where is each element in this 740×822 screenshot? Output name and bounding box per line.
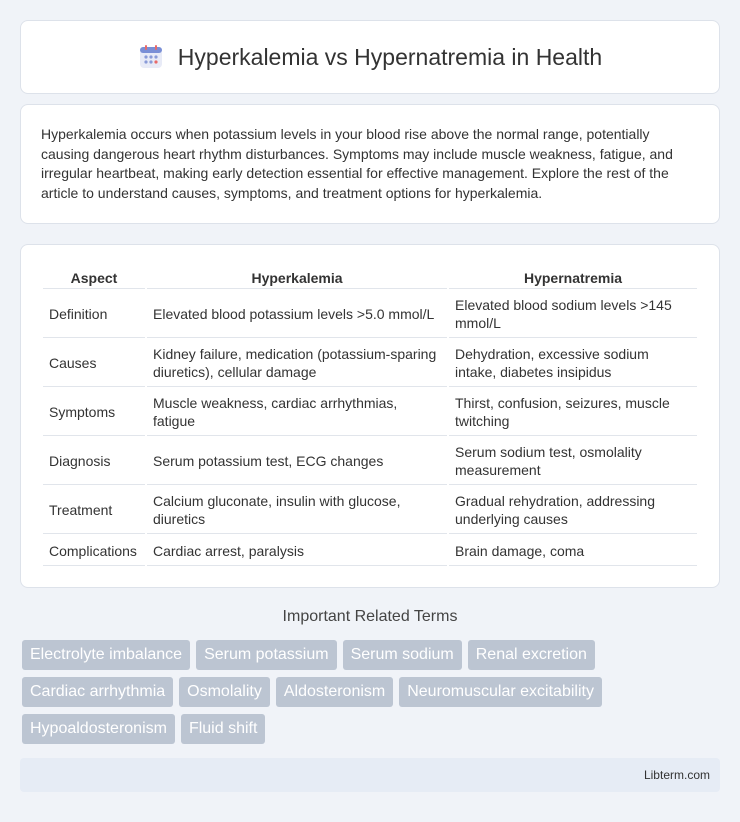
row-aspect-cell: Causes xyxy=(43,340,145,387)
hypernatremia-cell: Brain damage, coma xyxy=(449,536,697,566)
hypernatremia-cell: Dehydration, excessive sodium intake, diabetes insipidus xyxy=(449,340,697,387)
hypernatremia-cell: Gradual rehydration, addressing underlying causes xyxy=(449,487,697,534)
header-card xyxy=(20,20,720,94)
footer xyxy=(20,758,720,792)
related-terms-title: Important Related Terms xyxy=(282,608,458,625)
hypernatremia-cell: Serum sodium test, osmolality measurement xyxy=(449,438,697,485)
title-wrap xyxy=(138,44,602,71)
tag-hypoaldosteronism[interactable]: Hypoaldosteronism xyxy=(22,714,175,744)
table-row xyxy=(43,438,697,485)
hyperkalemia-cell: Serum potassium test, ECG changes xyxy=(147,438,447,485)
tag-osmolality[interactable]: Osmolality xyxy=(179,677,270,707)
column-header-aspect: Aspect xyxy=(43,265,145,289)
table-row xyxy=(43,340,697,387)
table-row xyxy=(43,291,697,338)
row-aspect-cell: Diagnosis xyxy=(43,438,145,485)
tag-aldosteronism[interactable]: Aldosteronism xyxy=(276,677,393,707)
table-header-row xyxy=(43,265,697,289)
tag-fluid-shift[interactable]: Fluid shift xyxy=(181,714,265,744)
comparison-table-card xyxy=(20,244,720,588)
hypernatremia-cell: Elevated blood sodium levels >145 mmol/L xyxy=(449,291,697,338)
tag-serum-sodium[interactable]: Serum sodium xyxy=(343,640,462,670)
column-header-hypernatremia: Hypernatremia xyxy=(449,265,697,289)
intro-paragraph: Hyperkalemia occurs when potassium levels in your blood rise above the normal range, potentially causing dangerous heart rhythm disturbances. Symptoms may include muscle weakness, fatigue, and irregular heartbeat, making early detection essential for effective management. Explore the rest of the article to understand causes, symptoms, and treatment options for hyperkalemia. xyxy=(41,126,673,201)
hyperkalemia-cell: Calcium gluconate, insulin with glucose, diuretics xyxy=(147,487,447,534)
table-row xyxy=(43,487,697,534)
comparison-table xyxy=(41,263,699,568)
row-aspect-cell: Symptoms xyxy=(43,389,145,436)
page-title: Hyperkalemia vs Hypernatremia in Health xyxy=(177,43,603,70)
hyperkalemia-cell: Muscle weakness, cardiac arrhythmias, fatigue xyxy=(147,389,447,436)
tag-cardiac-arrhythmia[interactable]: Cardiac arrhythmia xyxy=(22,677,173,707)
hyperkalemia-cell: Kidney failure, medication (potassium-sparing diuretics), cellular damage xyxy=(147,340,447,387)
row-aspect-cell: Definition xyxy=(43,291,145,338)
table-row xyxy=(43,389,697,436)
hyperkalemia-cell: Cardiac arrest, paralysis xyxy=(147,536,447,566)
footer-site-link[interactable]: Libterm.com xyxy=(643,768,710,782)
column-header-hyperkalemia: Hyperkalemia xyxy=(147,265,447,289)
related-terms-list xyxy=(22,640,662,744)
calendar-grid-icon xyxy=(138,44,164,70)
hyperkalemia-cell: Elevated blood potassium levels >5.0 mmol/L xyxy=(147,291,447,338)
intro-card xyxy=(20,104,720,224)
tag-electrolyte-imbalance[interactable]: Electrolyte imbalance xyxy=(22,640,190,670)
row-aspect-cell: Treatment xyxy=(43,487,145,534)
row-aspect-cell: Complications xyxy=(43,536,145,566)
table-row xyxy=(43,536,697,566)
tag-neuromuscular-excitability[interactable]: Neuromuscular excitability xyxy=(399,677,602,707)
tag-renal-excretion[interactable]: Renal excretion xyxy=(468,640,595,670)
tag-serum-potassium[interactable]: Serum potassium xyxy=(196,640,337,670)
hypernatremia-cell: Thirst, confusion, seizures, muscle twitching xyxy=(449,389,697,436)
